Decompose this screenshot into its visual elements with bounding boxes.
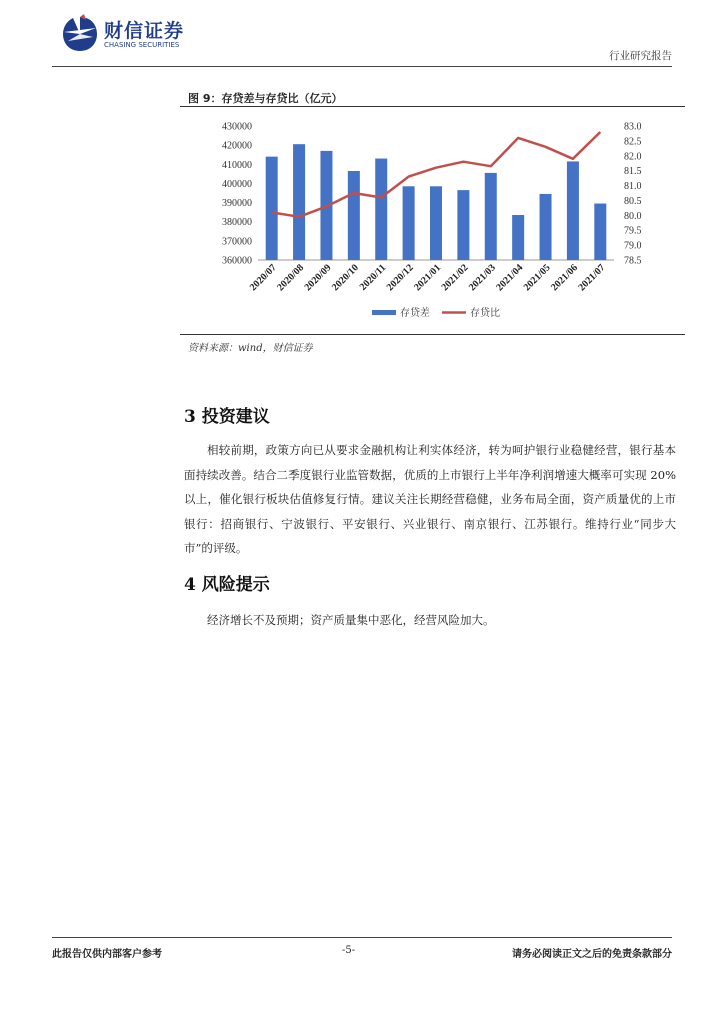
bar-存贷差: [430, 186, 442, 260]
figure-top-rule: [180, 106, 685, 107]
footer-divider: [52, 937, 672, 938]
left-axis-tick-label: 360000: [222, 255, 252, 267]
left-axis-tick-label: 420000: [222, 140, 252, 152]
x-axis-tick-label: 2021/01: [412, 262, 444, 294]
bar-存贷差: [293, 144, 305, 260]
x-axis-tick-label: 2020/11: [357, 262, 389, 293]
company-logo: [60, 14, 200, 54]
left-axis-tick-label: 390000: [222, 198, 252, 210]
right-axis-tick-label: 81.5: [624, 166, 642, 178]
left-axis-tick-label: 400000: [222, 178, 252, 190]
deposit-loan-chart: [180, 110, 685, 332]
right-axis-tick-label: 82.0: [624, 151, 642, 163]
x-axis-tick-label: 2021/07: [576, 262, 608, 294]
figure-title: 图 9：存贷差与存贷比（亿元）: [188, 92, 343, 105]
left-axis-tick-label: 370000: [222, 236, 252, 248]
report-type-label: 行业研究报告: [609, 50, 672, 62]
x-axis-tick-label: 2020/12: [384, 262, 416, 294]
legend-label-line: 存贷比: [470, 308, 500, 319]
right-axis-tick-label: 83.0: [624, 121, 642, 133]
right-axis-tick-label: 80.0: [624, 210, 642, 222]
x-axis-tick-label: 2020/07: [247, 262, 279, 294]
section-text-investment: 相较前期，政策方向已从要求金融机构让利实体经济，转为呵护银行业稳健经营，银行基本面持续改善。结合二季度银行业监管数据，优质的上市银行上半年净利润增速大概率可实现 20%以上，催化银行板块估值修复行情。建议关注长期经营稳健，业务布局全面，资产质量优的上市银行：招商银行、宁波银行、平安银行、兴业银行、南京银行、江苏银行。维持行业“同步大市”的评级。: [184, 443, 676, 555]
bar-存贷差: [540, 194, 552, 260]
x-axis-tick-label: 2021/05: [521, 262, 553, 294]
x-axis-tick-label: 2021/03: [466, 262, 498, 294]
left-axis-tick-label: 430000: [222, 121, 252, 133]
x-axis-tick-label: 2020/10: [330, 262, 361, 294]
bar-存贷差: [485, 173, 497, 260]
footer-left-note: 此报告仅供内部客户参考: [52, 949, 162, 960]
bar-存贷差: [594, 204, 606, 260]
page-number: -5-: [342, 945, 356, 956]
header-divider: [52, 66, 672, 67]
logo-text-cn: 财信证券: [104, 20, 185, 42]
x-axis-tick-label: 2020/08: [275, 262, 307, 294]
bar-存贷差: [348, 171, 360, 260]
bar-存贷差: [403, 186, 415, 260]
x-axis-tick-label: 2021/04: [494, 262, 526, 294]
x-axis-tick-label: 2021/06: [549, 262, 581, 294]
section-text-risk: 经济增长不及预期；资产质量集中恶化，经营风险加大。: [207, 613, 495, 627]
bar-存贷差: [266, 157, 278, 260]
right-axis-tick-label: 78.5: [624, 255, 642, 267]
right-axis-tick-label: 79.0: [624, 240, 642, 252]
legend-swatch-bar: [372, 310, 396, 315]
right-axis-tick-label: 82.5: [624, 136, 642, 148]
x-axis-tick-label: 2020/09: [302, 262, 334, 294]
figure-source: 资料来源：wind，财信证券: [188, 343, 313, 354]
figure-bottom-rule: [180, 334, 685, 335]
right-axis-tick-label: 81.0: [624, 181, 642, 193]
section-title-risk: 4 风险提示: [184, 575, 270, 595]
bar-存贷差: [567, 161, 579, 260]
logo-mark-icon: [60, 14, 100, 54]
bar-存贷差: [375, 159, 387, 260]
right-axis-tick-label: 80.5: [624, 195, 642, 207]
logo-text-en: CHASING SECURITIES: [104, 41, 180, 49]
x-axis-tick-label: 2021/02: [439, 262, 471, 294]
bar-存贷差: [512, 215, 524, 260]
left-axis-tick-label: 380000: [222, 217, 252, 229]
footer-disclaimer-note: 请务必阅读正文之后的免责条款部分: [512, 949, 672, 960]
legend-label-bar: 存贷差: [400, 308, 430, 319]
section-title-investment: 3 投资建议: [184, 407, 270, 427]
bar-存贷差: [457, 190, 469, 260]
left-axis-tick-label: 410000: [222, 159, 252, 171]
right-axis-tick-label: 79.5: [624, 225, 642, 237]
